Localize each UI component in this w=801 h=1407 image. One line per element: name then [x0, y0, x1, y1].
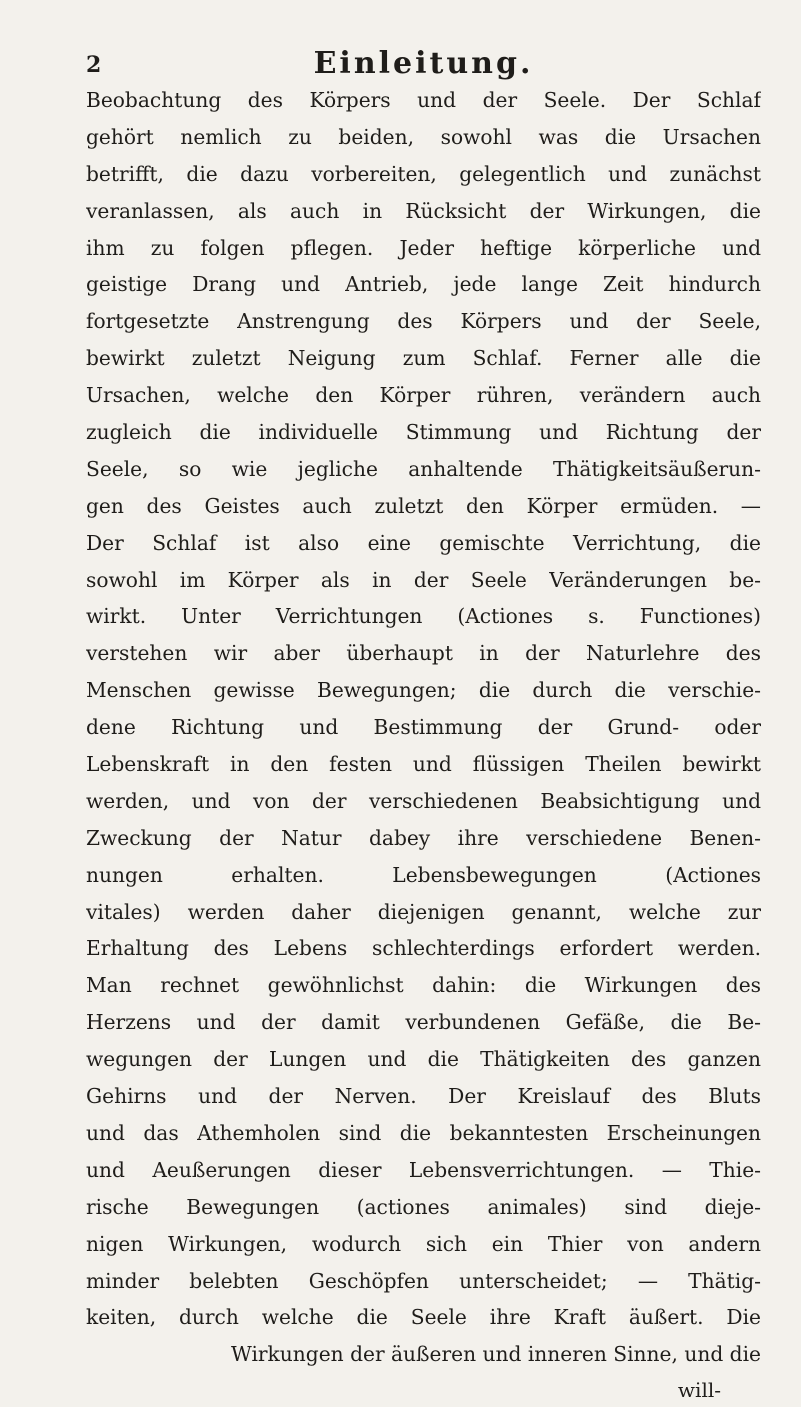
text-line: Menschen gewisse Bewegungen; die durch die verschie-	[86, 678, 761, 703]
text-line: sowohl im Körper als in der Seele Veränderungen be-	[86, 567, 761, 592]
text-line: Seele, so wie jegliche anhaltende Thätigkeitsäußerun-	[86, 456, 761, 481]
text-line: Ursachen, welche den Körper rühren, verändern auch	[86, 383, 761, 408]
body-text	[86, 82, 761, 1373]
page-number: 2	[86, 52, 102, 78]
text-line: wirkt. Unter Verrichtungen (Actiones s. Functiones)	[86, 604, 761, 629]
text-line: gen des Geistes auch zuletzt den Körper ermüden. —	[86, 493, 761, 518]
text-line: geistige Drang und Antrieb, jede lange Zeit hindurch	[86, 272, 761, 297]
text-line: zugleich die individuelle Stimmung und Richtung der	[86, 420, 761, 445]
text-line: Lebenskraft in den festen und flüssigen Theilen bewirkt	[86, 752, 761, 777]
text-line: und das Athemholen sind die bekanntesten Erscheinungen	[86, 1120, 761, 1145]
text-line: nungen erhalten. Lebensbewegungen (Actiones	[86, 862, 761, 887]
text-line: Der Schlaf ist also eine gemischte Verrichtung, die	[86, 530, 761, 555]
running-head: Einleitung.	[313, 46, 534, 81]
catchword: will-	[677, 1378, 721, 1403]
text-line: und Aeußerungen dieser Lebensverrichtungen. — Thie-	[86, 1157, 761, 1182]
text-line: keiten, durch welche die Seele ihre Kraft äußert. Die	[86, 1305, 761, 1330]
page-header	[86, 0, 761, 82]
text-line: ihm zu folgen pflegen. Jeder heftige körperliche und	[86, 235, 761, 260]
text-line: bewirkt zuletzt Neigung zum Schlaf. Ferner alle die	[86, 346, 761, 371]
text-line: fortgesetzte Anstrengung des Körpers und der Seele,	[86, 309, 761, 334]
text-line: Man rechnet gewöhnlichst dahin: die Wirkungen des	[86, 973, 761, 998]
text-line: Erhaltung des Lebens schlechterdings erfordert werden.	[86, 936, 761, 961]
text-line: rische Bewegungen (actiones animales) sind dieje-	[86, 1194, 761, 1219]
text-line: verstehen wir aber überhaupt in der Naturlehre des	[86, 641, 761, 666]
text-line: Zweckung der Natur dabey ihre verschiedene Benen-	[86, 825, 761, 850]
text-line: betrifft, die dazu vorbereiten, gelegentlich und zunächst	[86, 161, 761, 186]
text-line: Gehirns und der Nerven. Der Kreislauf des Bluts	[86, 1084, 761, 1109]
text-line: minder belebten Geschöpfen unterscheidet; — Thätig-	[86, 1268, 761, 1293]
text-line: veranlassen, als auch in Rücksicht der Wirkungen, die	[86, 198, 761, 223]
text-line: nigen Wirkungen, wodurch sich ein Thier von andern	[86, 1231, 761, 1256]
text-line: Wirkungen der äußeren und inneren Sinne, und die	[231, 1342, 761, 1367]
text-line: vitales) werden daher diejenigen genannt, welche zur	[86, 899, 761, 924]
text-line: Herzens und der damit verbundenen Gefäße, die Be-	[86, 1010, 761, 1035]
text-line: Beobachtung des Körpers und der Seele. Der Schlaf	[86, 88, 761, 112]
text-line: dene Richtung und Bestimmung der Grund- oder	[86, 715, 761, 740]
text-line: wegungen der Lungen und die Thätigkeiten des ganzen	[86, 1047, 761, 1072]
text-line: gehört nemlich zu beiden, sowohl was die Ursachen	[86, 124, 761, 149]
text-line: werden, und von der verschiedenen Beabsichtigung und	[86, 788, 761, 813]
